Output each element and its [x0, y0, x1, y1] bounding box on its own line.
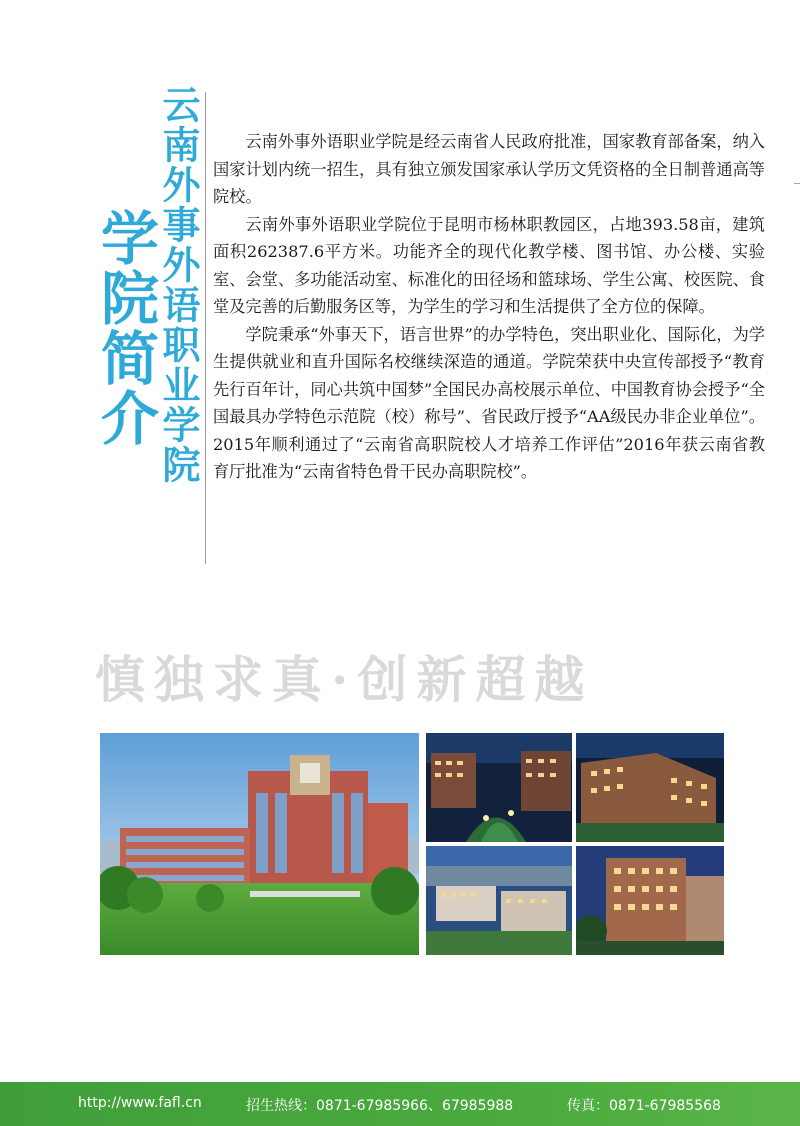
campus-building-night-photo — [576, 846, 724, 955]
school-name-vertical: 云南外事外语职业学院 — [156, 85, 200, 485]
edge-mark — [794, 183, 800, 184]
campus-main-photo — [100, 733, 419, 955]
intro-text — [213, 128, 765, 486]
page-title: 学院简介 — [91, 208, 159, 448]
campus-aerial-photo — [426, 846, 572, 955]
slogan: 慎独求真·创新超越 — [95, 650, 594, 709]
intro-paragraph-1: 云南外事外语职业学院是经云南省人民政府批准，国家教育部备案，纳入国家计划内统一招生，具有独立颁发国家承认学历文凭资格的全日制普通高等院校。 — [213, 132, 765, 206]
campus-night-photo-2 — [576, 733, 724, 842]
footer-hotline: 招生热线：0871-67985966、67985988 — [246, 1098, 514, 1114]
footer-website-link[interactable]: http://www.fafl.cn — [78, 1095, 202, 1111]
campus-night-photo-1 — [426, 733, 572, 842]
intro-paragraph-2: 云南外事外语职业学院位于昆明市杨林职教园区，占地393.58亩，建筑面积262387.6平方米。功能齐全的现代化教学楼、图书馆、办公楼、实验室、会堂、多功能活动室、标准化的田径场和篮球场、学生公寓、校医院、食堂及完善的后勤服务区等，为学生的学习和生活提供了全方位的保障。 — [213, 214, 765, 316]
intro-paragraph-3: 学院秉承“外事天下，语言世界”的办学特色，突出职业化、国际化，为学生提供就业和直升国际名校继续深造的通道。学院荣获中央宣传部授予“教育先行百年计，同心共筑中国梦”全国民办高校展示单位、中国教育协会授予“全国最具办学特色示范院（校）称号”、省民政厅授予“AA级民办非企业单位”。2015年顺利通过了“云南省高职院校人才培养工作评估”2016年获云南省教育厅批准为“云南省特色骨干民办高职院校”。 — [213, 324, 765, 481]
title-divider — [205, 92, 206, 564]
footer-fax: 传真：0871-67985568 — [567, 1098, 721, 1114]
footer-bar — [0, 1082, 800, 1126]
